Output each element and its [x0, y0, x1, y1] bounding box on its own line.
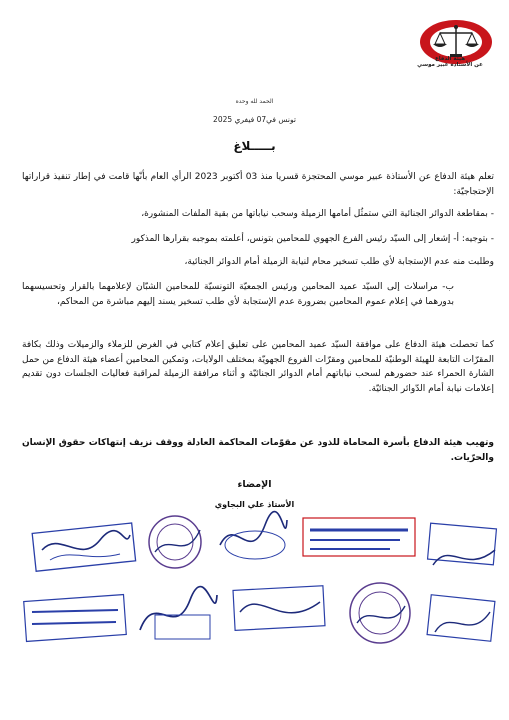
org-name: هيئة الدفاع: [434, 56, 466, 62]
signature-stamp-1: [30, 520, 140, 580]
rectangular-stamp-2: [20, 590, 130, 650]
paragraph-boycott: - بمقاطعة الدوائر الجنائية التي ستمثُل أمامها الزميلة وسحب نياباتها من بقية الملفات المنشورة،: [141, 209, 494, 219]
paragraph-appeal: وتهيب هيئة الدفاع بأسرة المحاماة للذود عن مقوّمات المحاكمة العادلة ووقف نزيف إنتهاكات حقوق الإنسان والحرّيات.: [22, 438, 494, 463]
rectangular-stamp-4: [425, 592, 500, 652]
date-line: تونس في07 فيفري 2025: [213, 115, 296, 124]
rectangular-stamp-3: [230, 582, 330, 642]
paragraph-approval: كما تحصلت هيئة الدفاع على موافقة السيّد عميد المحامين على تعليق إعلام كتابي في الغرض للزملاء والزميلات وذلك بكافة المقرّات التابعة للهيئة الوطنيّة للمحامين ومقرّات الفروع الجهويّة بمختلف الولايات، وتمكين المحامين أعضاء هيئة الدفاع من حمل الشارة الحمراء عند حضورهم لسحب نياباتهم أمام الدوائر الجنائيّة و أثناء مرافقة الزميلة لمراقبة فعاليات الجلسات دون تقديم إعلامات نيابة أمام الدّوائر الجنائيّة.: [22, 340, 494, 394]
paragraph-notice-a: - بتوجيه: أ- إشعار إلى السيّد رئيس الفرع الجهوي للمحامين بتونس، أعلمته بموجبه بقرارها المذكور: [131, 234, 494, 244]
signature-heading: الإمضاء: [237, 479, 272, 490]
signature-stamp-3: [425, 520, 500, 580]
signature-stamp-4: [135, 580, 220, 650]
paragraph-notice-b: ب- مراسلات إلى السيّد عميد المحامين ورئيس الجمعيّة التونسيّة للمحامين الشبّان لإعلامهما بالقرار وتحسيسهما بدورهما في إعلام عموم المحامين بضرورة عدم الإستجابة لأي طلب تسخير يسند إليهم مباشرة من المحاكم،: [22, 282, 454, 307]
signature-stamp-2: [215, 510, 290, 570]
org-subtitle: عن الأستاذة عبير موسي: [417, 62, 483, 69]
logo-caption: [402, 56, 498, 69]
document-title: بـــــلاغ: [233, 139, 276, 153]
round-seal-2: [345, 578, 415, 648]
rectangular-stamp-1: [300, 514, 420, 562]
signer-name: الأستاذ علي البجاوي: [214, 500, 295, 509]
opening-phrase: الحمد لله وحده: [235, 98, 274, 105]
paragraph-notice-a-cont: وطلبت منه عدم الإستجابة لأي طلب تسخير محام لنيابة الزميلة أمام الدوائر الجنائية،: [184, 257, 494, 267]
round-seal-1: [145, 512, 205, 572]
paragraph-intro: تعلم هيئة الدفاع عن الأستاذة عبير موسي المحتجزة قسريا منذ 03 أكتوبر 2023 الرأي العام بأنّها قامت في إطار تنفيذ قراراتها الإحتجاجيّة:: [22, 172, 495, 197]
scales-of-justice-logo: [416, 14, 496, 82]
